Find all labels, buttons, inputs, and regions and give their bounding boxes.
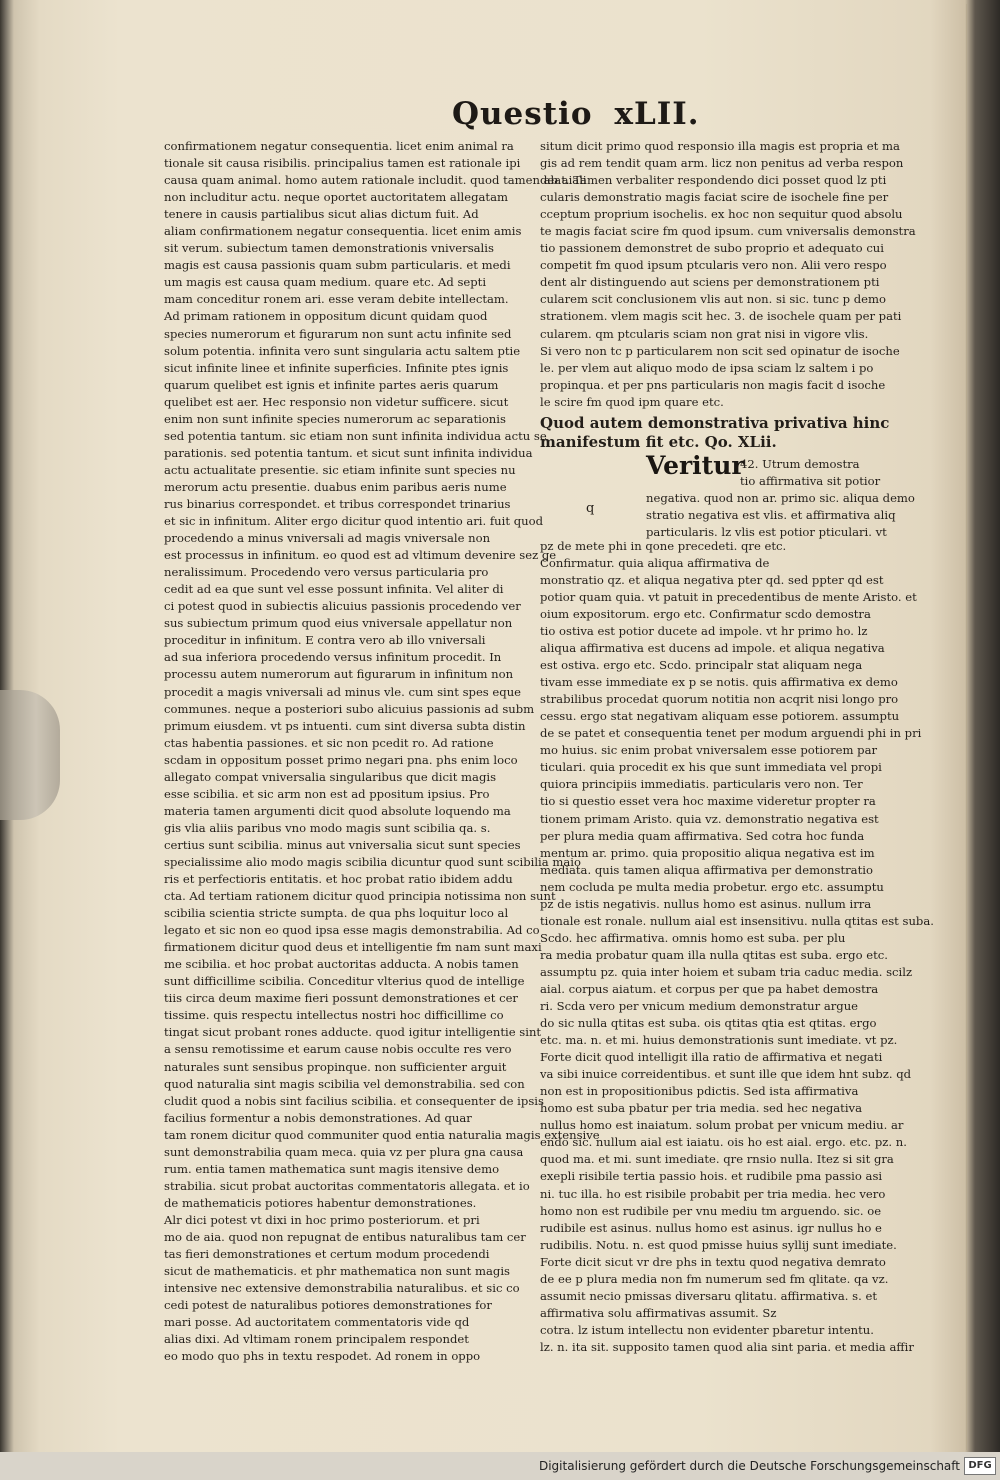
- left-text-column: [164, 138, 600, 1365]
- text-line: tiis circa deum maxime fieri possunt demonstrationes et cer: [164, 991, 518, 1006]
- text-line: sus subiectum primum quod eius vniversale appellatur non: [164, 616, 513, 631]
- text-line: primum eiusdem. vt ps intuenti. cum sint diversa subta distin: [164, 718, 526, 733]
- text-line: specialissime alio modo magis scibilia dicuntur quod sunt scibilia maio: [164, 854, 581, 869]
- text-line: mari posse. Ad auctoritatem commentatoris vide qd: [164, 1315, 470, 1330]
- text-line: assumptu pz. quia inter hoiem et subam tria caduc media. scilz: [540, 964, 913, 979]
- text-line: firmationem dicitur quod deus et intelligentie fm nam sunt maxi: [164, 940, 542, 955]
- text-line: procedendo a minus vniversali ad magis vniversale non: [164, 531, 491, 546]
- text-line: le. per vlem aut aliquo modo de ipsa sciam lz saltem i po: [540, 360, 874, 375]
- text-line: quod ma. et mi. sunt imediate. qre rnsio nulla. Itez si sit gra: [540, 1152, 894, 1167]
- text-line: tas fieri demonstrationes et certum modum procedendi: [164, 1247, 490, 1262]
- text-line: mo huius. sic enim probat vniversalem esse potiorem par: [540, 743, 878, 758]
- text-line: quelibet est aer. Hec responsio non videtur sufficere. sicut: [164, 394, 509, 409]
- veritur-initial-word: Veritur: [646, 450, 745, 480]
- text-line: cceptum proprium isochelis. ex hoc non sequitur quod absolu: [540, 207, 903, 222]
- text-line: ad sua inferiora procedendo versus infinitum procedit. In: [164, 650, 502, 665]
- text-line: pz de mete phi in qone precedeti. qre etc.: [540, 538, 787, 553]
- text-line: tionale sit causa risibilis. principalius tamen est rationale ipi: [164, 156, 521, 171]
- veritur-lines: [646, 456, 915, 541]
- text-line: non est in propositionibus pdictis. Sed ista affirmativa: [540, 1084, 859, 1099]
- text-line: pz de istis negativis. nullus homo est asinus. nullum irra: [540, 896, 872, 911]
- text-line: et sic in infinitum. Aliter ergo dicitur quod intentio ari. fuit quod: [164, 514, 543, 529]
- text-line: rudibilis. Notu. n. est quod pmisse huius syllij sunt imediate.: [540, 1237, 897, 1252]
- text-line: strabilibus procedat quorum notitia non acqrit nisi longo pro: [540, 692, 899, 707]
- text-line: mo de aia. quod non repugnat de entibus naturalibus tam cer: [164, 1230, 526, 1244]
- book-clip: [0, 690, 60, 820]
- text-line: mentum ar. primo. quia propositio aliqua negativa est im: [540, 845, 875, 860]
- question-heading-line: manifestum fit etc. Qo. XLii.: [540, 432, 777, 451]
- running-head: [452, 96, 700, 132]
- text-line: allegato compat vniversalia singularibus que dicit magis: [164, 769, 497, 784]
- text-line: a sensu remotissime et earum cause nobis occulte res vero: [164, 1042, 512, 1057]
- text-line: potior quam quia. vt patuit in precedentibus de mente Aristo. et: [540, 589, 917, 604]
- text-line: quarum quelibet est ignis et infinite partes aeris quarum: [164, 377, 499, 392]
- text-line: rus binarius correspondet. et tribus correspondet trinarius: [164, 496, 511, 511]
- text-line: tissime. quis respectu intellectus nostri hoc difficillime co: [164, 1008, 504, 1023]
- text-line: situm dicit primo quod responsio illa magis est propria et ma: [540, 139, 900, 153]
- text-line: quod naturalia sint magis scibilia vel demonstrabilia. sed con: [164, 1076, 525, 1091]
- text-line: legato et sic non eo quod ipsa esse magis demonstrabilia. Ad co: [164, 923, 540, 938]
- text-line: endo sic. nullum aial est iaiatu. ois ho est aial. ergo. etc. pz. n.: [540, 1135, 907, 1150]
- text-line: naturales sunt sensibus propinque. non sufficienter arguit: [164, 1059, 507, 1074]
- right-column-top-text: [540, 138, 916, 411]
- text-line: ri. Scda vero per vnicum medium demonstratur argue: [540, 999, 859, 1014]
- text-line: homo est suba pbatur per tria media. sed hec negativa: [540, 1101, 863, 1116]
- text-line: aliqua affirmativa est ducens ad impole. et aliqua negativa: [540, 641, 885, 656]
- text-line: sunt difficillime scibilia. Conceditur vlterius quod de intellige: [164, 974, 525, 989]
- text-line: affirmativa solu affirmativas assumit. Sz: [540, 1305, 777, 1320]
- text-line: ni. tuc illa. ho est risibile probabit per tria media. hec vero: [540, 1186, 886, 1201]
- text-line: nullus homo est inaiatum. solum probat per vnicum mediu. ar: [540, 1118, 904, 1133]
- text-line: cludit quod a nobis sint facilius scibilia. et consequenter de ipsis: [164, 1093, 544, 1108]
- text-line: tio passionem demonstret de subo proprio et adequato cui: [540, 241, 884, 256]
- text-line: Si vero non tc p particularem non scit sed opinatur de isoche: [540, 343, 900, 358]
- text-line: ticulari. quia procedit ex his que sunt immediata vel propi: [540, 760, 882, 775]
- text-line: enim non sunt infinite species numerorum ac separationis: [164, 411, 506, 426]
- text-line: materia tamen argumenti dicit quod absolute loquendo ma: [164, 803, 511, 818]
- text-line: le scire fm quod ipm quare etc.: [540, 394, 724, 409]
- text-line: certius sunt scibilia. minus aut vniversalia sicut sunt species: [164, 837, 521, 852]
- text-line: scibilia scientia stricte sumpta. de qua phs loquitur loco al: [164, 906, 509, 921]
- text-line: est processus in infinitum. eo quod est ad vltimum devenire sez ge: [164, 548, 557, 563]
- text-line: etc. ma. n. et mi. huius demonstrationis sunt imediate. vt pz.: [540, 1033, 898, 1048]
- text-line: solum potentia. infinita vero sunt singularia actu saltem ptie: [164, 343, 521, 358]
- text-line: magis est causa passionis quam subm particularis. et medi: [164, 258, 511, 273]
- text-line: de mathematicis potiores habentur demonstrationes.: [164, 1195, 477, 1210]
- question-heading-line: Quod autem demonstrativa privativa hinc: [540, 413, 890, 432]
- text-line: cessu. ergo stat negativam aliquam esse potiorem. assumptu: [540, 709, 900, 724]
- text-line: sunt demonstrabilia quam meca. quia vz per plura gna causa: [164, 1144, 524, 1159]
- initial-letter: q: [586, 500, 595, 516]
- text-line: strabilia. sicut probat auctoritas commentatoris allegata. et io: [164, 1178, 530, 1193]
- text-line: me scibilia. et hoc probat auctoritas adducta. A nobis tamen: [164, 957, 519, 972]
- text-line: proceditur in infinitum. E contra vero ab illo vniversali: [164, 633, 486, 648]
- text-line: stratio negativa est vlis. et affirmativa aliq: [646, 507, 896, 522]
- text-line: Scdo. hec affirmativa. omnis homo est suba. per plu: [540, 930, 846, 945]
- text-line: aial. corpus aiatum. et corpus per que pa habet demostra: [540, 981, 879, 996]
- text-line: quiora principiis immediatis. particularis vero non. Ter: [540, 777, 863, 792]
- text-line: dent alr distinguendo aut sciens per demonstrationem pti: [540, 275, 880, 290]
- text-line: Forte dicit quod intelligit illa ratio de affirmativa et negati: [540, 1050, 883, 1065]
- text-line: tio affirmativa sit potior: [740, 473, 881, 488]
- text-line: tenere in causis partialibus sicut alias dictum fuit. Ad: [164, 207, 479, 222]
- text-line: 42. Utrum demostra: [740, 456, 860, 471]
- text-line: propinqua. et per pns particularis non magis facit d isoche: [540, 377, 886, 392]
- text-line: esse scibilia. et sic arm non est ad ppositum ipsius. Pro: [164, 786, 490, 801]
- text-line: gis vlia aliis paribus vno modo magis sunt scibilia qa. s.: [164, 820, 491, 835]
- text-line: rum. entia tamen mathematica sunt magis itensive demo: [164, 1161, 500, 1176]
- text-line: ra media probatur quam illa nulla qtitas est suba. ergo etc.: [540, 947, 888, 962]
- question-heading: [540, 414, 906, 452]
- text-line: homo non est rudibile per vnu mediu tm arguendo. sic. oe: [540, 1203, 882, 1218]
- text-line: lz. n. ita sit. supposito tamen quod alia sint paria. et media affir: [540, 1339, 914, 1354]
- text-line: te magis faciat scire fm quod ipsum. cum vniversalis demonstra: [540, 224, 916, 239]
- text-line: negativa. quod non ar. primo sic. aliqua demo: [646, 490, 915, 505]
- text-line: scdam in oppositum posset primo negari pna. phs enim loco: [164, 752, 518, 767]
- text-line: cedit ad ea que sunt vel esse possunt infinita. Vel aliter di: [164, 582, 504, 597]
- text-line: causa quam animal. homo autem rationale includit. quod tamen ab aiali: [164, 173, 587, 188]
- text-line: sed potentia tantum. sic etiam non sunt infinita individua actu se: [164, 428, 547, 443]
- text-line: est ostiva. ergo etc. Scdo. principalr stat aliquam nega: [540, 658, 863, 673]
- text-line: tionem primam Aristo. quia vz. demonstratio negativa est: [540, 811, 879, 826]
- text-line: sit verum. subiectum tamen demonstrationis vniversalis: [164, 241, 494, 256]
- text-line: cta. Ad tertiam rationem dicitur quod principia notissima non sunt: [164, 889, 556, 904]
- text-line: intensive nec extensive demonstrabilia naturalibus. et sic co: [164, 1281, 520, 1296]
- text-line: per plura media quam affirmativa. Sed cotra hoc funda: [540, 828, 865, 843]
- text-line: Confirmatur. quia aliqua affirmativa de: [540, 555, 770, 570]
- dfg-logo: DFG: [964, 1457, 996, 1475]
- text-line: assumit necio pmissas diversaru qlitatu. affirmativa. s. et: [540, 1288, 877, 1303]
- text-line: sicut de mathematicis. et phr mathematica non sunt magis: [164, 1264, 511, 1279]
- text-line: facilius formentur a nobis demonstrationes. Ad quar: [164, 1110, 472, 1125]
- text-line: rudibile est asinus. nullus homo est asinus. igr nullus ho e: [540, 1220, 882, 1235]
- text-line: aliam confirmationem negatur consequentia. licet enim amis: [164, 224, 522, 239]
- text-line: particularis. lz vlis est potior pticulari. vt: [646, 524, 887, 539]
- veritur-block: [540, 450, 915, 539]
- right-text-column: [540, 138, 934, 1356]
- text-line: cularis demonstratio magis faciat scire de isochele fine per: [540, 190, 889, 205]
- text-line: exepli risibile tertia passio hois. et rudibile pma passio asi: [540, 1169, 883, 1184]
- text-line: cotra. lz istum intellectu non evidenter pbaretur intentu.: [540, 1322, 874, 1337]
- text-line: species numerorum et figurarum non sunt actu infinite sed: [164, 326, 512, 341]
- text-line: Alr dici potest vt dixi in hoc primo posteriorum. et pri: [164, 1212, 480, 1227]
- text-line: sicut infinite linee et infinite superficies. Infinite ptes ignis: [164, 360, 509, 375]
- text-line: ctas habentia passiones. et sic non pcedit ro. Ad ratione: [164, 735, 494, 750]
- text-line: monstratio qz. et aliqua negativa pter qd. sed ppter qd est: [540, 572, 884, 587]
- text-line: mam conceditur ronem ari. esse veram debite intellectam.: [164, 292, 509, 307]
- text-line: cularem. qm ptcularis sciam non grat nisi in vigore vlis.: [540, 326, 869, 341]
- text-line: merorum actu presentie. duabus enim paribus aeris nume: [164, 479, 507, 494]
- text-line: neralissimum. Procedendo vero versus particularia pro: [164, 565, 489, 580]
- right-column-bottom-text: [540, 538, 934, 1356]
- text-line: de se patet et consequentia tenet per modum arguendi phi in pri: [540, 726, 922, 741]
- text-line: tingat sicut probant rones adducte. quod igitur intelligentie sint: [164, 1025, 542, 1040]
- text-line: de ee p plura media non fm numerum sed fm qlitate. qa vz.: [540, 1271, 889, 1286]
- text-line: cularem scit conclusionem vlis aut non. si sic. tunc p demo: [540, 292, 887, 307]
- text-line: va sibi inuice correidentibus. et sunt ille que idem hnt subz. qd: [540, 1067, 912, 1082]
- text-line: tio si questio esset vera hoc maxime videretur propter ra: [540, 794, 876, 809]
- digitization-credit: Digitalisierung gefördert durch die Deutsche Forschungsgemeinschaft: [538, 1459, 960, 1473]
- text-line: alias dixi. Ad vltimam ronem principalem respondet: [164, 1332, 469, 1347]
- text-line: tio ostiva est potior ducete ad impole. vt hr primo ho. lz: [540, 623, 868, 638]
- text-line: competit fm quod ipsum ptcularis vero non. Alii vero respo: [540, 258, 887, 273]
- text-line: gis ad rem tendit quam arm. licz non penitus ad verba respon: [540, 156, 904, 171]
- text-line: um magis est causa quam medium. quare etc. Ad septi: [164, 275, 487, 290]
- text-line: cedi potest de naturalibus potiores demonstrationes for: [164, 1298, 492, 1313]
- text-line: deat. Tamen verbaliter respondendo dici posset quod lz pti: [540, 173, 887, 188]
- text-line: confirmationem negatur consequentia. licet enim animal ra: [164, 139, 514, 153]
- text-line: Forte dicit sicut vr dre phs in textu quod negativa demrato: [540, 1254, 886, 1269]
- text-line: ris et perfectioris entitatis. et hoc probat ratio ibidem addu: [164, 872, 513, 887]
- text-line: procedit a magis vniversali ad minus vle. cum sint spes eque: [164, 684, 522, 699]
- text-line: non includitur actu. neque oportet auctoritatem allegatam: [164, 190, 508, 205]
- text-line: nem cocluda pe multa media probetur. ergo etc. assumptu: [540, 879, 884, 894]
- text-line: tam ronem dicitur quod communiter quod entia naturalia magis extensive: [164, 1127, 600, 1142]
- running-head-number: xLII.: [614, 96, 700, 132]
- text-line: Ad primam rationem in oppositum dicunt quidam quod: [164, 309, 488, 324]
- running-head-word: Questio: [452, 96, 593, 132]
- text-line: strationem. vlem magis scit hec. 3. de isochele quam per pati: [540, 309, 902, 324]
- text-line: tivam esse immediate ex p se notis. quis affirmativa ex demo: [540, 675, 898, 690]
- text-line: processu autem numerorum aut figurarum in infinitum non: [164, 667, 514, 682]
- text-line: ci potest quod in subiectis alicuius passionis procedendo ver: [164, 599, 521, 614]
- text-line: tionale est ronale. nullum aial est insensitivu. nulla qtitas est suba.: [540, 913, 934, 928]
- text-line: communes. neque a posteriori subo alicuius passionis ad subm: [164, 701, 535, 716]
- text-line: do sic nulla qtitas est suba. ois qtitas qtia est qtitas. ergo: [540, 1016, 877, 1031]
- text-line: eo modo quo phs in textu respodet. Ad ronem in oppo: [164, 1349, 481, 1364]
- text-line: actu actualitate presentie. sic etiam infinite sunt species nu: [164, 462, 516, 477]
- text-line: parationis. sed potentia tantum. et sicut sunt infinita individua: [164, 445, 533, 460]
- text-line: oium expositorum. ergo etc. Confirmatur scdo demostra: [540, 606, 871, 621]
- text-line: mediata. quis tamen aliqua affirmativa per demonstratio: [540, 862, 873, 877]
